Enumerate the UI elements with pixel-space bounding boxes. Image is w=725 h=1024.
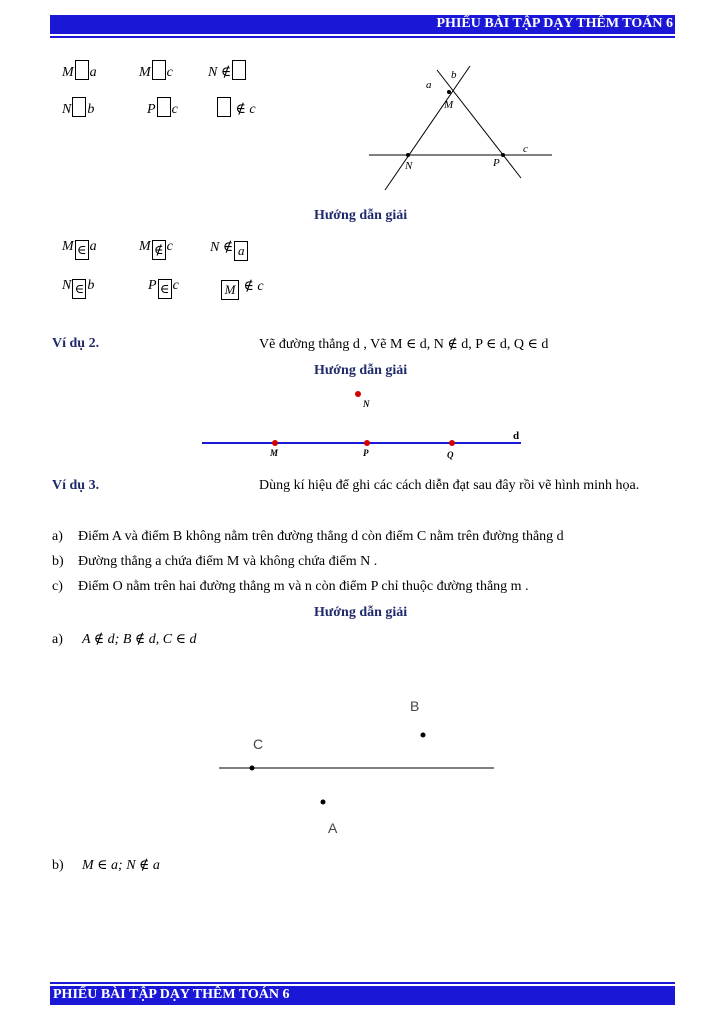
point-C [250, 766, 255, 771]
point-M [272, 440, 278, 446]
example3-solution-heading: Hướng dẫn giải [314, 605, 408, 620]
label-d: d [513, 430, 520, 442]
example3-answer-a: a) A ∉ d; B ∉ d, C ∈ d [52, 632, 197, 647]
label-B: B [410, 698, 420, 714]
ex1-answer-row1-item1: M ∈ a [62, 239, 97, 260]
point-Q [449, 440, 455, 446]
label-b: b [451, 69, 457, 81]
line-b [437, 70, 521, 178]
line-d-figure [0, 380, 725, 460]
label-P: P [363, 448, 369, 458]
example3-item-c: c) Điểm O nằm trên hai đường thẳng m và n còn điểm P chỉ thuộc đường thẳng m . [52, 579, 529, 594]
answer-box: ∈ [158, 279, 172, 299]
ex1-row2-item1: N b [62, 97, 94, 118]
example2-label: Ví dụ 2. [52, 336, 100, 351]
point-N [355, 391, 361, 397]
example3-text: Dùng kí hiệu để ghi các cách diễn đạt sau đây rồi vẽ hình minh họa. [259, 478, 640, 493]
ex1-answer-row1-item2: M ∉ c [139, 239, 173, 260]
ex1-row1-item3: N ∉ [208, 60, 247, 81]
answer-box: ∈ [75, 240, 89, 260]
answer-box: ∉ [152, 240, 166, 260]
ex1-answer-row1-item3: N ∉ a [210, 239, 249, 261]
example2-text: Vẽ đường thẳng d , Vẽ M ∈ d, N ∉ d, P ∈ d, Q ∈ d [259, 337, 549, 352]
triangle-figure [0, 0, 725, 200]
label-A: A [328, 820, 338, 836]
point-M [447, 90, 451, 94]
label-C: C [253, 736, 264, 752]
ex1-solution-heading: Hướng dẫn giải [314, 208, 408, 223]
label-Q: Q [447, 450, 454, 460]
header-title: PHIẾU BÀI TẬP DẠY THÊM TOÁN 6 [436, 16, 673, 31]
ex1-answer-row2-item2: P ∈ c [148, 278, 179, 299]
answer-box: a [234, 241, 248, 261]
label-c: c [523, 143, 528, 155]
points-line-figure [0, 690, 725, 850]
footer-rule [50, 982, 675, 984]
answer-box: ∈ [72, 279, 86, 299]
ex1-row2-item2: P c [147, 97, 178, 118]
ex1-row2-item3: ∉ c [216, 97, 256, 118]
label-N: N [405, 160, 413, 172]
ex1-answer-row2-item1: N ∈ b [62, 278, 94, 299]
label-P: P [493, 157, 500, 169]
example2-solution-heading: Hướng dẫn giải [314, 363, 408, 378]
label-a: a [426, 79, 432, 91]
ex1-row1-item2: M c [139, 60, 173, 81]
label-M: M [444, 99, 454, 111]
point-P [501, 153, 505, 157]
point-N [406, 153, 410, 157]
footer-title: PHIẾU BÀI TẬP DẠY THÊM TOÁN 6 [53, 987, 290, 1002]
example3-label: Ví dụ 3. [52, 478, 100, 493]
point-P [364, 440, 370, 446]
label-M: M [270, 448, 279, 458]
answer-box: M [221, 280, 239, 300]
example3-answer-b: b) M ∈ a; N ∉ a [52, 858, 160, 873]
ex1-row1-item1: M a [62, 60, 97, 81]
ex1-answer-row2-item3: M ∉ c [220, 278, 264, 300]
point-B [421, 733, 426, 738]
example3-item-b: b) Đường thẳng a chứa điểm M và không chứa điểm N . [52, 554, 378, 569]
example3-item-a: a) Điểm A và điểm B không nằm trên đường thẳng d còn điểm C nằm trên đường thẳng d [52, 529, 564, 544]
point-A [321, 800, 326, 805]
label-N: N [363, 399, 370, 409]
